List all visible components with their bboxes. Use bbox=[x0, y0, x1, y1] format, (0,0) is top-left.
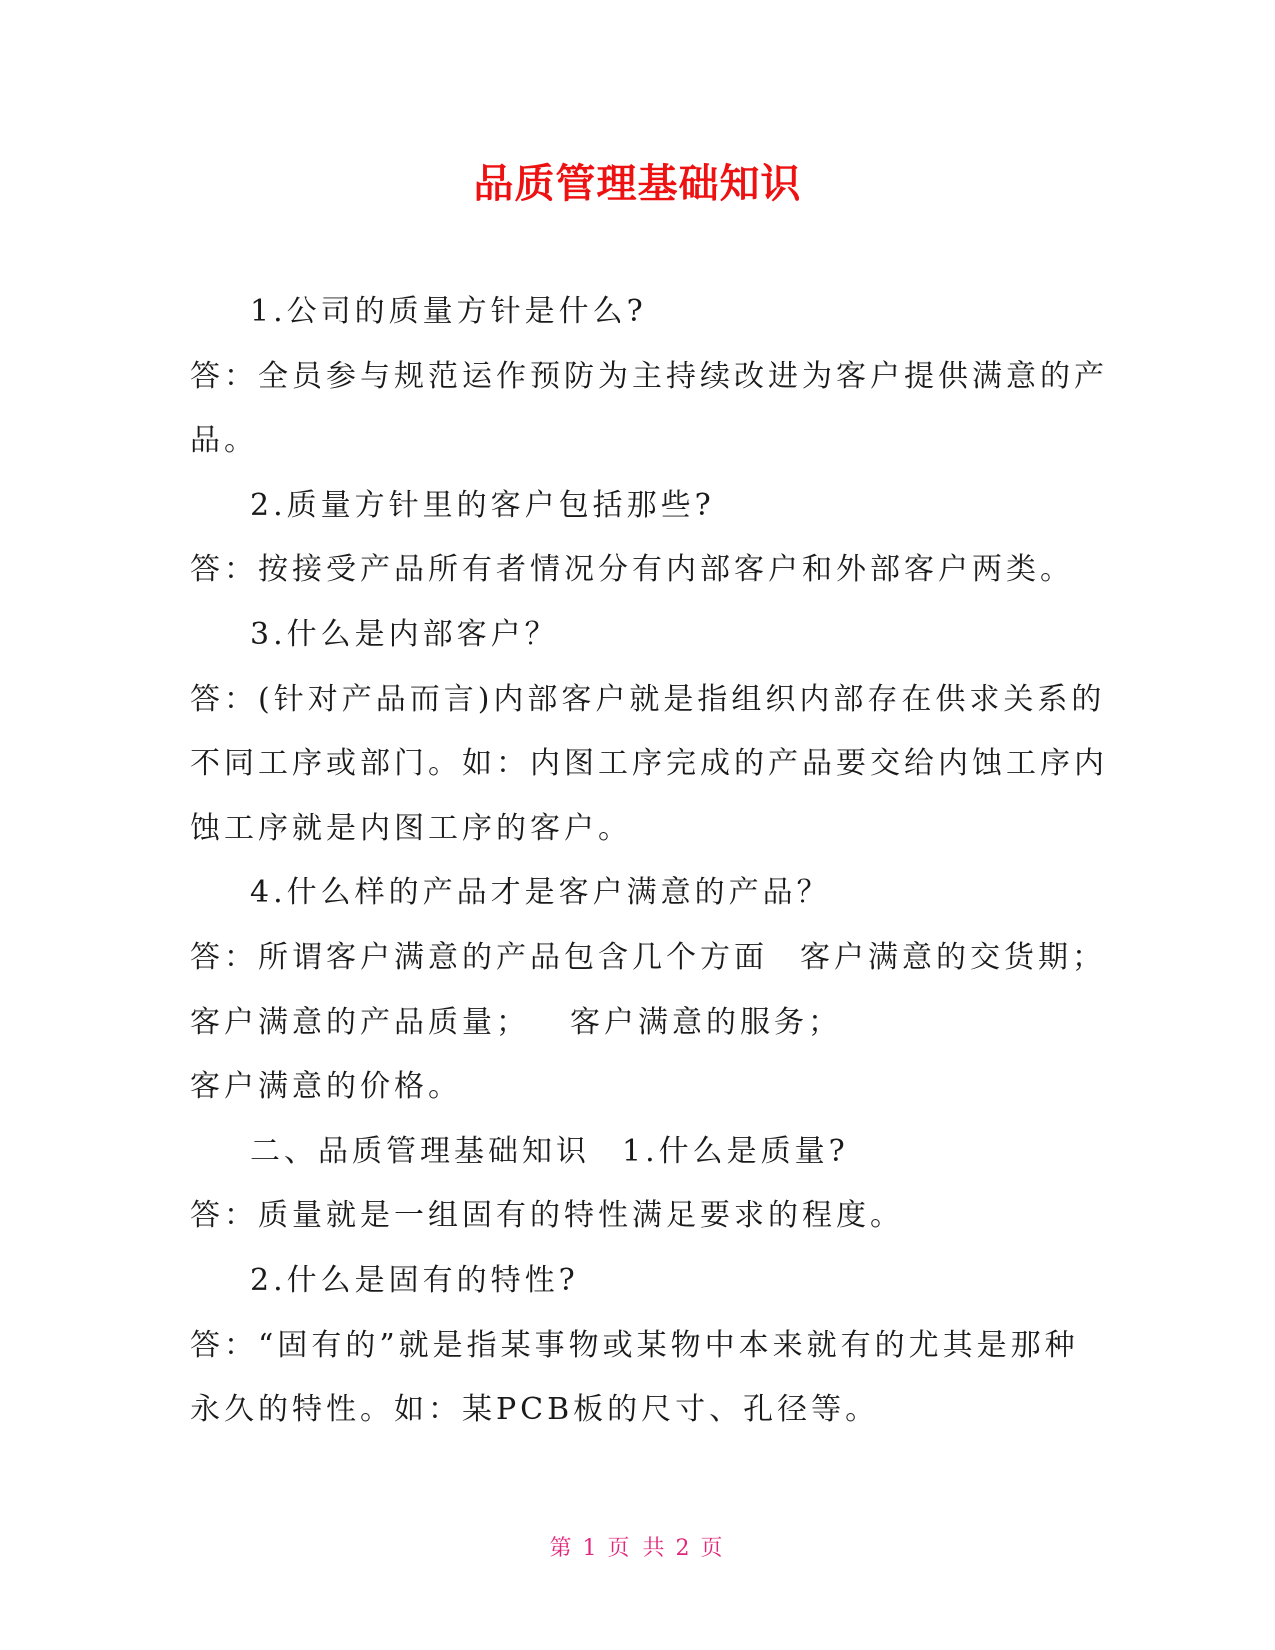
text-segment: 客户满意的服务； bbox=[570, 1004, 842, 1040]
page-title: 品质管理基础知识 bbox=[473, 161, 802, 207]
question-line bbox=[190, 290, 1090, 355]
text-segment: 客户满意的产品质量； bbox=[190, 1004, 530, 1040]
text-segment: 1.公司的质量方针是什么? bbox=[250, 294, 647, 329]
text-segment: 1.什么是质量? bbox=[622, 1133, 849, 1169]
footer-total-pages: 2 bbox=[675, 1536, 693, 1561]
answer-line bbox=[190, 355, 1108, 420]
answer-line bbox=[190, 1001, 1090, 1066]
answer-line bbox=[190, 1324, 1090, 1389]
page-footer bbox=[0, 1534, 1275, 1564]
text-segment: 答：所谓客户满意的产品包含几个方面 bbox=[190, 939, 768, 975]
text-segment: 4.什么样的产品才是客户满意的产品？ bbox=[250, 875, 831, 911]
question-line bbox=[190, 871, 1090, 936]
text-segment: 答：按接受产品所有者情况分有内部客户和外部客户两类。 bbox=[190, 552, 1074, 588]
footer-suffix: 页 bbox=[700, 1536, 726, 1561]
text-segment: 答：全员参与规范运作预防为主持续改进为客户提供满意的产 bbox=[190, 358, 1108, 394]
answer-line bbox=[190, 548, 1090, 613]
footer-middle: 页 共 bbox=[607, 1536, 668, 1561]
text-segment: 不同工序或部门。如：内图工序完成的产品要交给内蚀工序内 bbox=[190, 746, 1108, 782]
text-segment: 客户满意的交货期； bbox=[800, 939, 1106, 975]
text-segment: 3.什么是内部客户？ bbox=[250, 616, 559, 652]
text-segment: 客户满意的价格。 bbox=[190, 1069, 462, 1105]
question-line bbox=[190, 613, 1090, 678]
document-body bbox=[190, 290, 1108, 1453]
text-segment: 二、品质管理基础知识 bbox=[250, 1133, 590, 1169]
text-segment: 答：(针对产品而言)内部客户就是指组织内部存在供求关系的 bbox=[190, 681, 1106, 717]
section-heading-line bbox=[190, 1130, 1090, 1195]
text-segment: 蚀工序就是内图工序的客户。 bbox=[190, 810, 632, 846]
answer-line bbox=[190, 742, 1108, 807]
answer-line bbox=[190, 419, 1090, 484]
text-segment: 品。 bbox=[190, 423, 258, 459]
answer-line bbox=[190, 936, 1106, 1001]
footer-page-number: 1 bbox=[582, 1536, 600, 1561]
answer-line bbox=[190, 807, 1090, 872]
question-line bbox=[190, 1259, 1090, 1324]
text-segment: 答：“固有的”就是指某事物或某物中本来就有的尤其是那种 bbox=[190, 1327, 1079, 1363]
text-segment: 答：质量就是一组固有的特性满足要求的程度。 bbox=[190, 1198, 904, 1234]
text-segment: 2.什么是固有的特性? bbox=[250, 1262, 579, 1298]
text-segment: 永久的特性。如：某PCB板的尺寸、孔径等。 bbox=[190, 1392, 880, 1428]
footer-prefix: 第 bbox=[549, 1536, 575, 1561]
answer-line bbox=[190, 1194, 1090, 1259]
answer-line bbox=[190, 678, 1106, 743]
text-segment: 2.质量方针里的客户包括那些? bbox=[250, 487, 715, 523]
question-line bbox=[190, 484, 1090, 549]
answer-line bbox=[190, 1388, 1090, 1453]
answer-line bbox=[190, 1065, 1090, 1130]
